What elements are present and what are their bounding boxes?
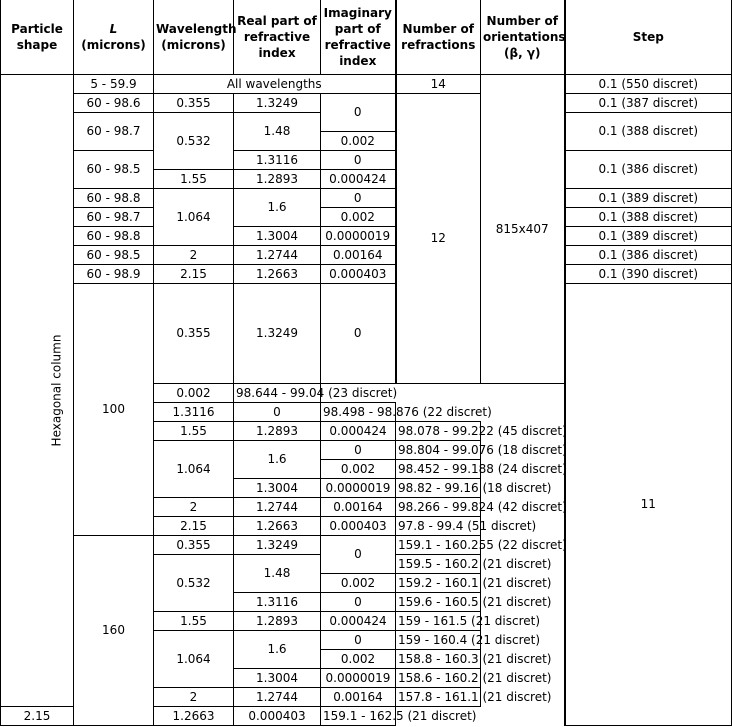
- cell-step: 159 - 160.4 (21 discret): [396, 631, 481, 650]
- cell-step: 158.8 - 160.3 (21 discret): [396, 650, 481, 669]
- table-row: [1, 265, 732, 284]
- cell-step: 159.2 - 160.1 (21 discret): [396, 574, 481, 593]
- cell-step: 159 - 161.5 (21 discret): [396, 612, 481, 631]
- cell-l: 160: [74, 536, 154, 726]
- cell-imag: 0.002: [321, 132, 396, 151]
- cell-step: 98.644 - 99.04 (23 discret): [234, 384, 321, 403]
- cell-wavelength: 0.355: [154, 536, 234, 555]
- header-wavelength: Wavelength (microns): [154, 0, 234, 75]
- cell-l: 5 - 59.9: [74, 75, 154, 94]
- cell-real: 1.2893: [234, 612, 321, 631]
- cell-imag: 0.00164: [321, 498, 396, 517]
- table-row: [1, 189, 732, 208]
- cell-real: 1.48: [234, 555, 321, 593]
- cell-wavelength: 2.15: [154, 265, 234, 284]
- cell-step: 159.1 - 162.5 (21 discret): [321, 707, 396, 726]
- cell-l: 60 - 98.7: [74, 113, 154, 151]
- cell-wavelength: 1.55: [154, 422, 234, 441]
- cell-imag: 0: [234, 403, 321, 422]
- cell-step: 0.1 (388 discret): [565, 208, 732, 227]
- cell-wavelength: 1.55: [154, 170, 234, 189]
- cell-imag: 0.002: [321, 650, 396, 669]
- cell-imag: 0.000424: [321, 612, 396, 631]
- cell-imag: 0: [321, 536, 396, 574]
- cell-step: 158.6 - 160.2 (21 discret): [396, 669, 481, 688]
- cell-wavelength: 2: [154, 498, 234, 517]
- cell-imag: 0.000403: [321, 265, 396, 284]
- particle-shape-label: Hexagonal column: [49, 334, 64, 447]
- header-step: Step: [565, 0, 732, 75]
- cell-refractions: 14: [396, 75, 481, 94]
- header-particle-shape: Particle shape: [1, 0, 74, 75]
- cell-real: 1.3249: [234, 284, 321, 384]
- cell-imag: 0.00164: [321, 246, 396, 265]
- header-num-refractions: Number of refractions: [396, 0, 481, 75]
- cell-wavelength: 1.064: [154, 441, 234, 498]
- cell-real: 1.6: [234, 631, 321, 669]
- cell-real: 1.3116: [234, 593, 321, 612]
- cell-wavelength: 2: [154, 246, 234, 265]
- cell-imag: 0: [321, 631, 396, 650]
- cell-real: 1.2744: [234, 688, 321, 707]
- cell-wavelength: 0.355: [154, 284, 234, 384]
- cell-step: 0.1 (386 discret): [565, 246, 732, 265]
- cell-l: 60 - 98.7: [74, 208, 154, 227]
- cell-step: 159.1 - 160.255 (22 discret): [396, 536, 481, 555]
- cell-imag: 0.002: [321, 208, 396, 227]
- cell-wavelength: 1.55: [154, 612, 234, 631]
- cell-l: 60 - 98.6: [74, 94, 154, 113]
- cell-orientations: 815x407: [481, 75, 565, 384]
- table-row: [1, 151, 732, 170]
- cell-wavelength: 0.532: [154, 113, 234, 170]
- header-imag-part: Imaginary part of refractive index: [321, 0, 396, 75]
- cell-imag: 0: [321, 94, 396, 132]
- cell-imag: 0.000403: [321, 517, 396, 536]
- header-l-symbol: L: [109, 22, 118, 36]
- table-row: [1, 94, 732, 113]
- table-row: [1, 75, 732, 94]
- header-l-unit: (microns): [81, 38, 146, 52]
- cell-imag: 0.0000019: [321, 479, 396, 498]
- cell-wavelength: 2.15: [154, 517, 234, 536]
- cell-real: 1.2744: [234, 246, 321, 265]
- cell-l: 60 - 98.8: [74, 189, 154, 208]
- cell-step: 157.8 - 161.1 (21 discret): [396, 688, 481, 707]
- cell-imag: 0.002: [154, 384, 234, 403]
- cell-real: 1.3116: [154, 403, 234, 422]
- cell-refractions: 11: [565, 284, 732, 726]
- cell-wavelength-all: All wavelengths: [154, 75, 396, 94]
- cell-step: 0.1 (387 discret): [565, 94, 732, 113]
- cell-step: 98.266 - 99.824 (42 discret): [396, 498, 481, 517]
- cell-l: 60 - 98.8: [74, 227, 154, 246]
- table-row: [1, 208, 732, 227]
- cell-wavelength: 2: [154, 688, 234, 707]
- header-row: [1, 0, 732, 75]
- cell-step: 0.1 (388 discret): [565, 113, 732, 151]
- cell-step: 159.5 - 160.2 (21 discret): [396, 555, 481, 574]
- cell-real: 1.3004: [234, 227, 321, 246]
- cell-imag: 0.0000019: [321, 227, 396, 246]
- cell-real: 1.2663: [234, 265, 321, 284]
- cell-imag: 0.00164: [321, 688, 396, 707]
- cell-step: 0.1 (389 discret): [565, 227, 732, 246]
- cell-step: 159.6 - 160.5 (21 discret): [396, 593, 481, 612]
- cell-step: 98.452 - 99.188 (24 discret): [396, 460, 481, 479]
- cell-real: 1.48: [234, 113, 321, 151]
- cell-step: 0.1 (390 discret): [565, 265, 732, 284]
- cell-real: 1.2744: [234, 498, 321, 517]
- cell-l: 60 - 98.5: [74, 151, 154, 189]
- cell-refractions: 12: [396, 94, 481, 384]
- cell-real: 1.2893: [234, 422, 321, 441]
- cell-real: 1.6: [234, 189, 321, 227]
- cell-imag: 0: [321, 441, 396, 460]
- cell-real: 1.2893: [234, 170, 321, 189]
- cell-wavelength: 2.15: [1, 707, 74, 726]
- cell-step: 98.078 - 99.222 (45 discret): [396, 422, 481, 441]
- cell-step: 0.1 (550 discret): [565, 75, 732, 94]
- cell-l: 60 - 98.5: [74, 246, 154, 265]
- header-real-part: Real part of refractive index: [234, 0, 321, 75]
- cell-step: 98.804 - 99.076 (18 discret): [396, 441, 481, 460]
- cell-real: 1.3249: [234, 536, 321, 555]
- cell-step: 0.1 (389 discret): [565, 189, 732, 208]
- cell-imag: 0: [321, 151, 396, 170]
- cell-imag: 0.002: [321, 460, 396, 479]
- cell-real: 1.3249: [234, 94, 321, 113]
- cell-step: 97.8 - 99.4 (51 discret): [396, 517, 481, 536]
- cell-imag: 0.000403: [234, 707, 321, 726]
- particle-shape-cell: [1, 75, 74, 707]
- cell-imag: 0.000424: [321, 170, 396, 189]
- header-l: [74, 0, 154, 75]
- cell-imag: 0.000424: [321, 422, 396, 441]
- cell-wavelength: 1.064: [154, 631, 234, 688]
- cell-wavelength: 0.355: [154, 94, 234, 113]
- table-row: [1, 227, 732, 246]
- cell-imag: 0.0000019: [321, 669, 396, 688]
- cell-imag: 0: [321, 284, 396, 384]
- cell-l: 60 - 98.9: [74, 265, 154, 284]
- cell-wavelength: 1.064: [154, 189, 234, 246]
- table-row: [1, 246, 732, 265]
- cell-real: 1.3004: [234, 669, 321, 688]
- cell-real: 1.6: [234, 441, 321, 479]
- cell-imag: 0: [321, 593, 396, 612]
- cell-step: 98.82 - 99.16 (18 discret): [396, 479, 481, 498]
- cell-step: 0.1 (386 discret): [565, 151, 732, 189]
- cell-l: 100: [74, 284, 154, 536]
- cell-real: 1.3004: [234, 479, 321, 498]
- cell-real: 1.3116: [234, 151, 321, 170]
- cell-step: 98.498 - 98.876 (22 discret): [321, 403, 396, 422]
- cell-imag: 0.002: [321, 574, 396, 593]
- cell-real: 1.2663: [234, 517, 321, 536]
- cell-real: 1.2663: [154, 707, 234, 726]
- cell-imag: 0: [321, 189, 396, 208]
- table-row: [1, 284, 732, 365]
- cell-wavelength: 0.532: [154, 555, 234, 612]
- header-num-orientations: Number of orientations (β, γ): [481, 0, 565, 75]
